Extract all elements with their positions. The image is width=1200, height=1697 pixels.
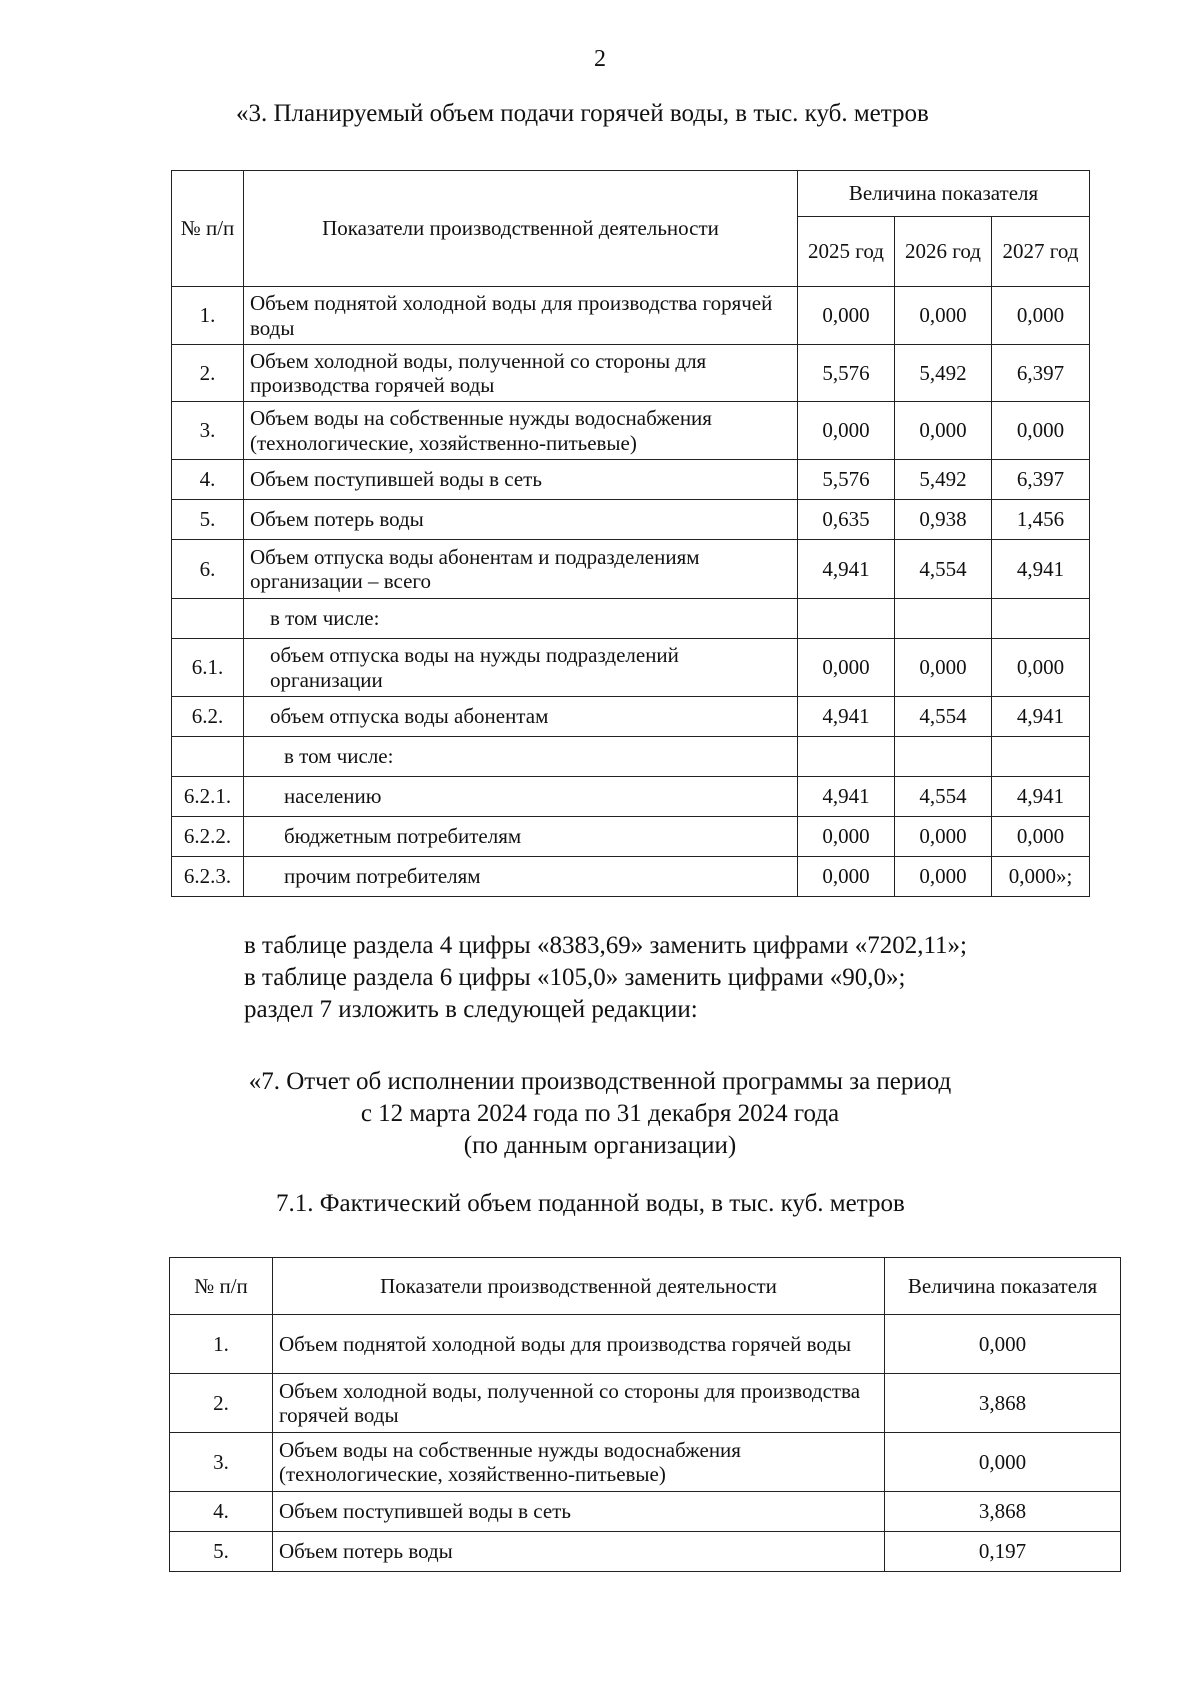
row-label: в том числе:	[244, 737, 798, 777]
section71-title: 7.1. Фактический объем поданной воды, в тыс. куб. метров	[276, 1190, 905, 1217]
table-row	[172, 460, 1090, 500]
header-year: 2026 год	[895, 217, 992, 287]
row-num: 6.2.	[172, 697, 244, 737]
row-value: 0,000	[885, 1433, 1121, 1492]
header-year: 2025 год	[798, 217, 895, 287]
row-label: Объем холодной воды, полученной со стороны для производства горячей воды	[244, 345, 798, 402]
row-value: 0,000	[895, 287, 992, 345]
row-value: 0,635	[798, 500, 895, 540]
table-row	[172, 402, 1090, 460]
table-row	[172, 345, 1090, 402]
row-num: 6.1.	[172, 639, 244, 697]
row-value: 0,000	[895, 639, 992, 697]
row-value: 4,941	[798, 777, 895, 817]
amendment-line: раздел 7 изложить в следующей редакции:	[244, 996, 698, 1023]
row-num: 3.	[170, 1433, 273, 1492]
row-value: 0,000	[992, 402, 1090, 460]
row-value: 0,000	[798, 639, 895, 697]
header-value: Величина показателя	[885, 1258, 1121, 1315]
table-row	[172, 817, 1090, 857]
row-num: 6.	[172, 540, 244, 599]
row-value	[798, 737, 895, 777]
row-value: 0,000	[895, 857, 992, 897]
row-value: 0,197	[885, 1532, 1121, 1572]
row-label: Объем воды на собственные нужды водоснабжения (технологические, хозяйственно-питьевые)	[244, 402, 798, 460]
row-label: объем отпуска воды на нужды подразделений организации	[244, 639, 798, 697]
section7-title-line: «7. Отчет об исполнении производственной программы за период	[248, 1068, 952, 1095]
row-label: объем отпуска воды абонентам	[244, 697, 798, 737]
row-value: 0,000	[992, 817, 1090, 857]
row-num: 6.2.2.	[172, 817, 244, 857]
row-label: Объем холодной воды, полученной со стороны для производства горячей воды	[273, 1374, 885, 1433]
row-label: Объем поступившей воды в сеть	[244, 460, 798, 500]
header-num: № п/п	[172, 171, 244, 287]
amendments-text	[244, 930, 967, 1026]
row-num: 5.	[172, 500, 244, 540]
row-value	[992, 599, 1090, 639]
table-row	[172, 777, 1090, 817]
row-value: 4,941	[992, 697, 1090, 737]
row-value: 4,554	[895, 540, 992, 599]
table-row	[170, 1433, 1121, 1492]
table-row	[172, 287, 1090, 345]
row-label: Объем поднятой холодной воды для производства горячей воды	[244, 287, 798, 345]
row-value	[992, 737, 1090, 777]
row-value: 5,576	[798, 345, 895, 402]
row-num: 2.	[170, 1374, 273, 1433]
header-indicator: Показатели производственной деятельности	[244, 171, 798, 287]
row-value: 4,941	[798, 540, 895, 599]
section3-title: «3. Планируемый объем подачи горячей воды, в тыс. куб. метров	[236, 100, 929, 127]
row-num: 4.	[172, 460, 244, 500]
row-value: 0,000	[798, 817, 895, 857]
row-num: 6.2.1.	[172, 777, 244, 817]
section7-title	[0, 1066, 1200, 1162]
row-num	[172, 599, 244, 639]
row-num: 2.	[172, 345, 244, 402]
row-value: 5,576	[798, 460, 895, 500]
row-value: 4,554	[895, 697, 992, 737]
row-num: 5.	[170, 1532, 273, 1572]
row-value: 0,000»;	[992, 857, 1090, 897]
row-value	[798, 599, 895, 639]
row-value: 0,000	[798, 402, 895, 460]
row-value: 4,941	[992, 540, 1090, 599]
row-label: Объем поступившей воды в сеть	[273, 1492, 885, 1532]
table-row	[172, 697, 1090, 737]
row-label: бюджетным потребителям	[244, 817, 798, 857]
header-value-group: Величина показателя	[798, 171, 1090, 217]
section3-table	[171, 170, 1090, 897]
table-row	[170, 1315, 1121, 1374]
row-num: 6.2.3.	[172, 857, 244, 897]
row-label: в том числе:	[244, 599, 798, 639]
header-indicator: Показатели производственной деятельности	[273, 1258, 885, 1315]
row-value	[895, 737, 992, 777]
row-value	[895, 599, 992, 639]
table-row	[172, 599, 1090, 639]
page-number: 2	[594, 46, 606, 72]
row-value: 6,397	[992, 345, 1090, 402]
row-num: 3.	[172, 402, 244, 460]
row-num: 1.	[170, 1315, 273, 1374]
row-label: населению	[244, 777, 798, 817]
amendment-line: в таблице раздела 4 цифры «8383,69» заменить цифрами «7202,11»;	[244, 932, 967, 959]
table-row	[170, 1492, 1121, 1532]
table-row	[172, 857, 1090, 897]
row-label: прочим потребителям	[244, 857, 798, 897]
row-value: 4,554	[895, 777, 992, 817]
row-num	[172, 737, 244, 777]
row-value: 0,000	[798, 287, 895, 345]
section71-table	[169, 1257, 1121, 1572]
row-value: 0,938	[895, 500, 992, 540]
row-value: 4,941	[798, 697, 895, 737]
row-label: Объем потерь воды	[244, 500, 798, 540]
row-value: 6,397	[992, 460, 1090, 500]
header-num: № п/п	[170, 1258, 273, 1315]
table-row	[170, 1532, 1121, 1572]
header-year: 2027 год	[992, 217, 1090, 287]
amendment-line: в таблице раздела 6 цифры «105,0» заменить цифрами «90,0»;	[244, 964, 906, 991]
row-value: 3,868	[885, 1492, 1121, 1532]
row-value: 0,000	[992, 287, 1090, 345]
table-row	[172, 500, 1090, 540]
table-row	[172, 540, 1090, 599]
row-value: 4,941	[992, 777, 1090, 817]
row-value: 3,868	[885, 1374, 1121, 1433]
row-label: Объем поднятой холодной воды для производства горячей воды	[273, 1315, 885, 1374]
row-value: 5,492	[895, 460, 992, 500]
table-row	[172, 639, 1090, 697]
row-value: 5,492	[895, 345, 992, 402]
row-num: 4.	[170, 1492, 273, 1532]
section7-title-line: с 12 марта 2024 года по 31 декабря 2024 года	[360, 1100, 840, 1127]
row-value: 0,000	[895, 817, 992, 857]
section7-title-line: (по данным организации)	[463, 1132, 737, 1159]
row-label: Объем отпуска воды абонентам и подразделениям организации – всего	[244, 540, 798, 599]
row-value: 0,000	[895, 402, 992, 460]
row-label: Объем воды на собственные нужды водоснабжения (технологические, хозяйственно-питьевые)	[273, 1433, 885, 1492]
row-value: 0,000	[885, 1315, 1121, 1374]
row-value: 0,000	[798, 857, 895, 897]
row-label: Объем потерь воды	[273, 1532, 885, 1572]
table-row	[172, 737, 1090, 777]
row-num: 1.	[172, 287, 244, 345]
table-row	[170, 1374, 1121, 1433]
row-value: 1,456	[992, 500, 1090, 540]
row-value: 0,000	[992, 639, 1090, 697]
